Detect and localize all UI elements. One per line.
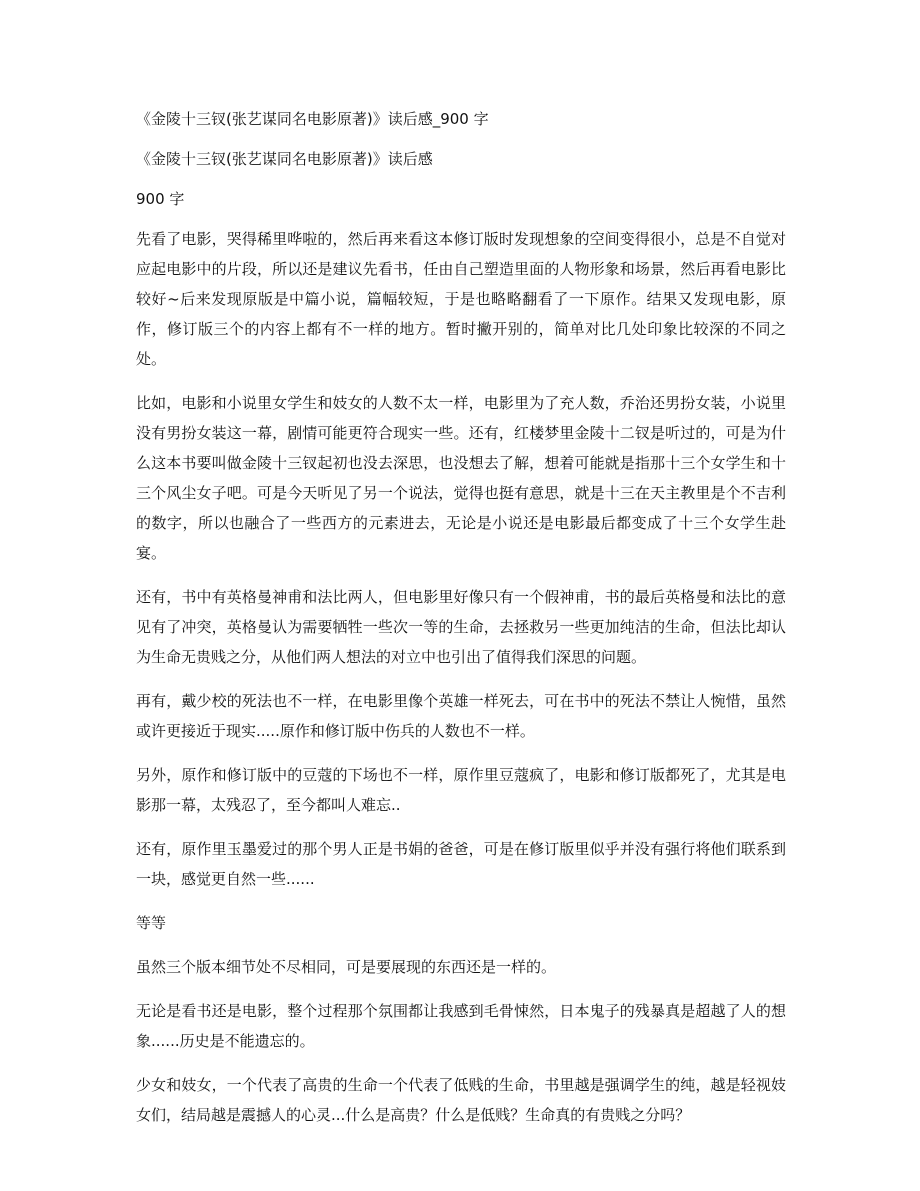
paragraph-1: 先看了电影，哭得稀里哗啦的，然后再来看这本修订版时发现想象的空间变得很小，总是不自觉对应起电影中的片段，所以还是建议先看书，任由自己塑造里面的人物形象和场景，然后再看电影比较好~后来发现原版是中篇小说，篇幅较短，于是也略略翻看了一下原作。结果又发现电影，原作，修订版三个的内容上都有不一样的地方。暂时撇开别的，简单对比几处印象比较深的不同之处。	[136, 230, 786, 368]
paragraph-2: 比如，电影和小说里女学生和妓女的人数不太一样，电影里为了充人数，乔治还男扮女装，小说里没有男扮女装这一幕，剧情可能更符合现实一些。还有，红楼梦里金陵十二钗是听过的，可是为什么这本书要叫做金陵十三钗起初也没去深思，也没想去了解，想着可能就是指那十三个女学生和十三个风尘女子吧。可是今天听见了另一个说法，觉得也挺有意思，就是十三在天主教里是个不吉利的数字，所以也融合了一些西方的元素进去，无论是小说还是电影最后都变成了十三个女学生赴宴。	[136, 394, 786, 562]
paragraph-3: 还有，书中有英格曼神甫和法比两人，但电影里好像只有一个假神甫，书的最后英格曼和法比的意见有了冲突，英格曼认为需要牺牲一些次一等的生命，去拯救另一些更加纯洁的生命，但法比却认为生命无贵贱之分，从他们两人想法的对立中也引出了值得我们深思的问题。	[136, 588, 786, 666]
document-title-with-count: 《金陵十三钗(张艺谋同名电影原著)》读后感_900 字	[136, 110, 489, 128]
document-page	[136, 108, 786, 1144]
paragraph-9: 无论是看书还是电影，整个过程那个氛围都让我感到毛骨悚然，日本鬼子的残暴真是超越了人的想象......历史是不能遗忘的。	[136, 1002, 786, 1050]
paragraph-5: 另外，原作和修订版中的豆蔻的下场也不一样，原作里豆蔻疯了，电影和修订版都死了，尤其是电影那一幕，太残忍了，至今都叫人难忘..	[136, 766, 786, 814]
document-title: 《金陵十三钗(张艺谋同名电影原著)》读后感	[136, 150, 433, 168]
word-count: 900 字	[136, 190, 185, 208]
paragraph-8: 虽然三个版本细节处不尽相同，可是要展现的东西还是一样的。	[136, 958, 557, 976]
paragraph-7: 等等	[136, 914, 167, 932]
paragraph-4: 再有，戴少校的死法也不一样，在电影里像个英雄一样死去，可在书中的死法不禁让人惋惜，虽然或许更接近于现实.....原作和修订版中伤兵的人数也不一样。	[136, 692, 786, 740]
paragraph-6: 还有，原作里玉墨爱过的那个男人正是书娟的爸爸，可是在修订版里似乎并没有强行将他们联系到一块，感觉更自然一些......	[136, 840, 786, 888]
paragraph-10: 少女和妓女，一个代表了高贵的生命一个代表了低贱的生命，书里越是强调学生的纯，越是轻视妓女们，结局越是震撼人的心灵...什么是高贵？什么是低贱？生命真的有贵贱之分吗？	[136, 1076, 786, 1124]
